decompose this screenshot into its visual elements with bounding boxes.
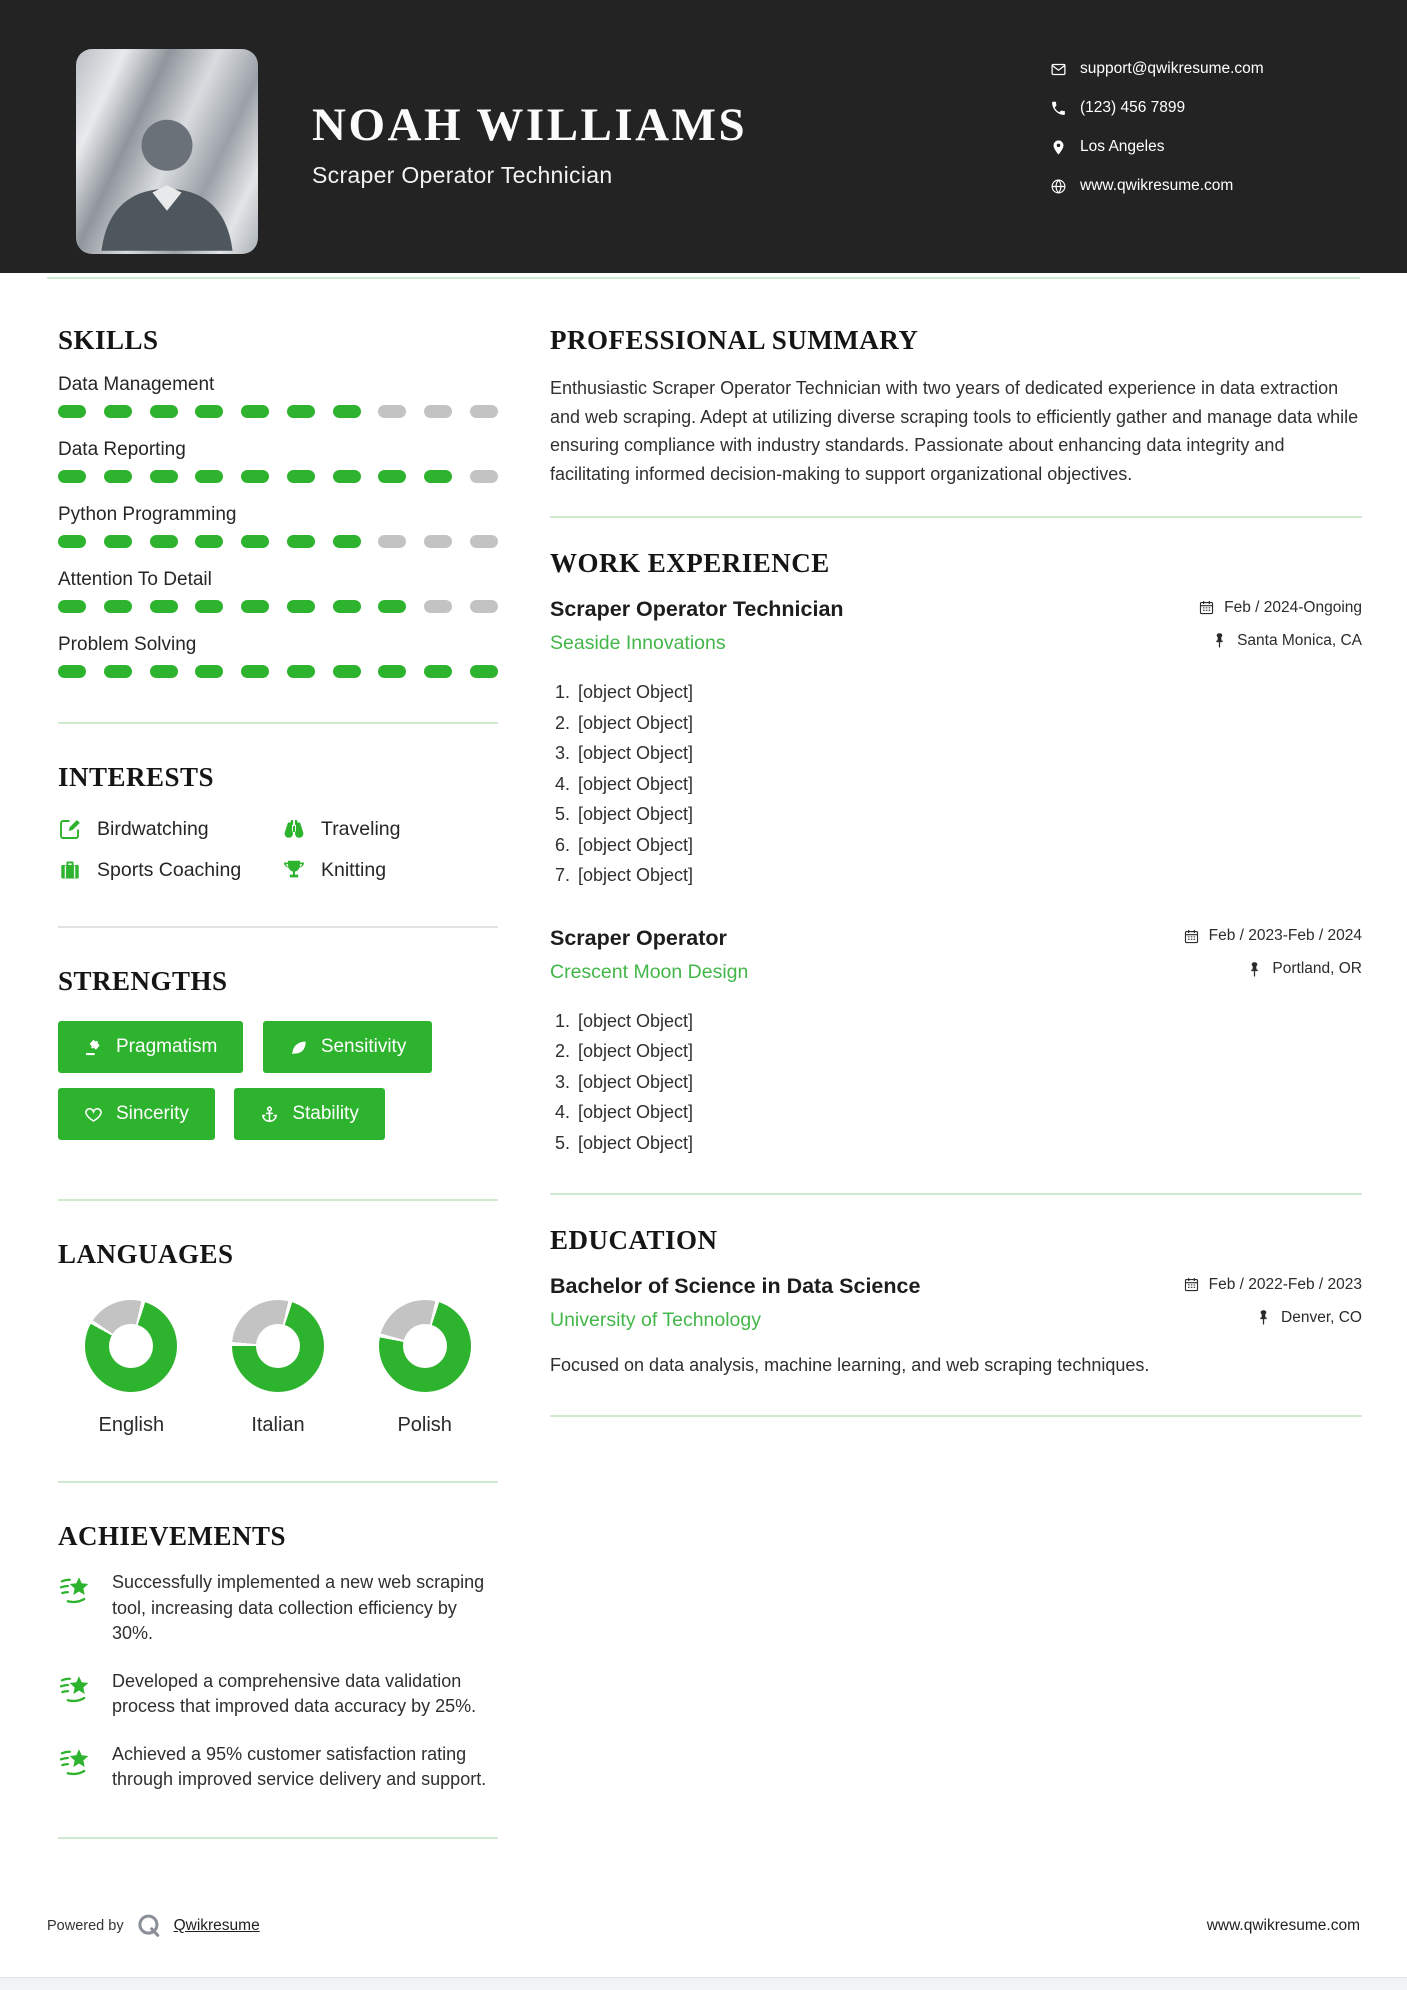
education-degree: Bachelor of Science in Data Science	[550, 1274, 921, 1298]
skill-level-segment	[150, 535, 178, 548]
strength-badge	[263, 1021, 433, 1073]
location-pin-icon	[1050, 139, 1067, 156]
achievement-item	[58, 1669, 498, 1720]
page-bottom-edge	[0, 1977, 1407, 1990]
interest-item	[58, 817, 282, 841]
skill-level-segment	[241, 535, 269, 548]
skill-level-segment	[470, 470, 498, 483]
contact-text: support@qwikresume.com	[1080, 60, 1264, 77]
language-label: English	[98, 1414, 165, 1436]
job-bullet: 2. [object Object]	[575, 710, 1362, 738]
strengths-list	[58, 1021, 498, 1155]
contact-row[interactable]	[1050, 60, 1264, 78]
skill-level-segment	[333, 535, 361, 548]
skill-level-segment	[424, 600, 452, 613]
person-name: NOAH WILLIAMS	[312, 99, 748, 151]
skill-level-segment	[378, 470, 406, 483]
strength-label: Sincerity	[116, 1103, 189, 1124]
footer-website-link[interactable]: www.qwikresume.com	[1206, 1917, 1360, 1934]
skill-level-segment	[287, 470, 315, 483]
skill-level-segment	[195, 470, 223, 483]
skill-name: Data Management	[58, 374, 215, 395]
strength-badge	[58, 1088, 215, 1140]
contact-text: (123) 456 7899	[1080, 99, 1186, 116]
skill-name: Attention To Detail	[58, 569, 212, 590]
job-bullet: 1. [object Object]	[575, 1008, 1362, 1036]
language-item	[58, 1300, 205, 1437]
skill-level-bar	[58, 600, 498, 613]
skill-level-segment	[333, 470, 361, 483]
job-location-text: Portland, OR	[1272, 960, 1362, 977]
skill-level-segment	[378, 405, 406, 418]
strength-label: Stability	[292, 1103, 359, 1124]
left-column	[58, 325, 498, 1877]
skill-level-segment	[424, 470, 452, 483]
job-bullets	[550, 1008, 1362, 1158]
section-divider	[58, 926, 498, 928]
section-divider	[550, 516, 1362, 518]
education-note: Focused on data analysis, machine learning, and web scraping techniques.	[550, 1355, 1150, 1375]
language-donut-chart	[85, 1300, 177, 1392]
skill-level-segment	[333, 405, 361, 418]
skill-level-segment	[241, 600, 269, 613]
job-bullet: 7. [object Object]	[575, 862, 1362, 890]
powered-by-label: Powered by	[47, 1918, 124, 1934]
job-entry	[550, 926, 1362, 1158]
strength-label: Sensitivity	[320, 1036, 407, 1057]
skill-level-segment	[104, 405, 132, 418]
job-bullet: 5. [object Object]	[575, 1130, 1362, 1158]
job-dates-text: Feb / 2023-Feb / 2024	[1208, 927, 1362, 944]
achievement-text: Achieved a 95% customer satisfaction rating through improved service delivery and support.	[112, 1743, 487, 1789]
skill-item	[58, 439, 498, 483]
interest-label: Traveling	[321, 817, 401, 840]
interest-label: Knitting	[321, 858, 387, 881]
donut-hole	[256, 1324, 300, 1368]
jobs-list	[550, 597, 1362, 1157]
skill-level-segment	[150, 405, 178, 418]
language-donut-chart	[232, 1300, 324, 1392]
skill-level-segment	[287, 535, 315, 548]
briefcase-icon	[58, 858, 82, 882]
skill-level-segment	[378, 665, 406, 678]
interest-item	[282, 817, 498, 841]
language-label: Polish	[397, 1414, 452, 1436]
shooting-star-icon	[58, 1744, 94, 1780]
skill-level-segment	[195, 405, 223, 418]
skill-level-segment	[287, 405, 315, 418]
education-heading: EDUCATION	[550, 1225, 718, 1255]
job-bullet: 3. [object Object]	[575, 1069, 1362, 1097]
section-divider	[58, 1837, 498, 1839]
phone-icon	[1050, 100, 1067, 117]
skill-level-segment	[287, 665, 315, 678]
skill-level-segment	[470, 665, 498, 678]
education-dates-text: Feb / 2022-Feb / 2023	[1208, 1275, 1362, 1293]
pencil-edit-icon	[58, 817, 82, 841]
achievements-list	[58, 1570, 498, 1793]
section-divider	[550, 1415, 1362, 1417]
skill-level-segment	[150, 470, 178, 483]
job-location	[1246, 960, 1362, 978]
skill-item	[58, 504, 498, 548]
achievement-item	[58, 1570, 498, 1647]
strengths-heading: STRENGTHS	[58, 966, 228, 996]
strength-badge	[234, 1088, 385, 1140]
education-location	[1255, 1309, 1362, 1327]
pushpin-icon	[1211, 632, 1228, 649]
job-entry	[550, 597, 1362, 890]
skill-name: Problem Solving	[58, 634, 197, 655]
language-item	[351, 1300, 498, 1437]
binoculars-icon	[282, 817, 306, 841]
main-content	[0, 279, 1407, 1877]
language-donut-chart	[379, 1300, 471, 1392]
contact-text: Los Angeles	[1080, 138, 1165, 155]
skill-level-bar	[58, 405, 498, 418]
education-school: University of Technology	[550, 1309, 761, 1331]
job-dates	[1183, 927, 1362, 945]
skill-level-segment	[287, 600, 315, 613]
job-bullet: 3. [object Object]	[575, 740, 1362, 768]
language-item	[205, 1300, 352, 1437]
footer	[47, 1912, 1360, 1940]
contact-row[interactable]	[1050, 99, 1264, 117]
heart-icon	[84, 1105, 103, 1124]
strength-label: Pragmatism	[116, 1036, 218, 1057]
identity-block	[312, 100, 747, 189]
skill-level-bar	[58, 470, 498, 483]
header	[0, 0, 1407, 273]
interests-list	[58, 817, 498, 882]
job-bullet: 6. [object Object]	[575, 832, 1362, 860]
education-entry	[550, 1274, 1362, 1379]
interest-label: Sports Coaching	[97, 858, 242, 881]
skill-name: Data Reporting	[58, 439, 186, 460]
shooting-star-icon	[58, 1671, 94, 1707]
person-silhouette-icon	[76, 96, 258, 254]
skill-level-segment	[195, 535, 223, 548]
shooting-star-icon	[58, 1572, 94, 1608]
anchor-icon	[260, 1105, 279, 1124]
skill-level-segment	[241, 470, 269, 483]
skill-level-segment	[470, 405, 498, 418]
summary-text: Enthusiastic Scraper Operator Technician with two years of dedicated experience in data extraction and web scraping. Adept at utilizing diverse scraping tools to efficiently gather and manage data while ensuring compliance with industry standards. Passionate about enhancing data integrity and facilitating informed decision-making to support organizational objectives.	[550, 378, 1359, 484]
contact-text: www.qwikresume.com	[1080, 177, 1234, 194]
skill-level-segment	[241, 665, 269, 678]
contact-row[interactable]	[1050, 138, 1264, 156]
interest-item	[58, 858, 282, 882]
job-dates-text: Feb / 2024-Ongoing	[1224, 598, 1362, 616]
languages-list	[58, 1300, 498, 1437]
experience-heading: WORK EXPERIENCE	[550, 548, 830, 578]
donut-hole	[109, 1324, 153, 1368]
person-job-title: Scraper Operator Technician	[312, 162, 613, 188]
skill-level-segment	[58, 470, 86, 483]
skill-level-segment	[378, 600, 406, 613]
profile-photo	[76, 49, 258, 254]
powered-by	[47, 1912, 260, 1940]
skill-level-segment	[195, 600, 223, 613]
skill-item	[58, 569, 498, 613]
calendar-icon	[1183, 1276, 1200, 1293]
skill-level-segment	[104, 470, 132, 483]
job-title: Scraper Operator	[550, 925, 727, 950]
achievement-text: Developed a comprehensive data validation process that improved data accuracy by 25%.	[112, 1670, 477, 1716]
donut-hole	[403, 1324, 447, 1368]
interest-item	[282, 858, 498, 882]
job-location	[1211, 632, 1362, 650]
section-divider	[58, 1481, 498, 1483]
qwikresume-logo-icon	[135, 1912, 163, 1940]
skill-level-segment	[104, 665, 132, 678]
interests-heading: INTERESTS	[58, 762, 215, 792]
skill-name: Python Programming	[58, 504, 237, 525]
skill-level-segment	[470, 600, 498, 613]
skill-level-segment	[150, 600, 178, 613]
achievement-text: Successfully implemented a new web scraping tool, increasing data collection efficiency by 30%.	[112, 1572, 485, 1643]
skills-list	[58, 374, 498, 678]
pushpin-icon	[1246, 961, 1263, 978]
achievement-item	[58, 1742, 498, 1793]
skill-level-segment	[333, 600, 361, 613]
education-location-text: Denver, CO	[1281, 1308, 1362, 1326]
skill-level-segment	[424, 665, 452, 678]
skills-heading: SKILLS	[58, 325, 159, 355]
skill-level-segment	[195, 665, 223, 678]
skill-level-bar	[58, 535, 498, 548]
contact-list	[1050, 60, 1264, 216]
skill-level-segment	[104, 535, 132, 548]
right-column	[550, 325, 1362, 1447]
skill-level-segment	[58, 600, 86, 613]
skill-level-segment	[378, 535, 406, 548]
skill-item	[58, 634, 498, 678]
skill-level-segment	[333, 665, 361, 678]
skill-level-segment	[150, 665, 178, 678]
section-divider	[58, 1199, 498, 1201]
contact-row[interactable]	[1050, 177, 1264, 195]
education-dates	[1183, 1276, 1362, 1294]
leaf-icon	[289, 1038, 308, 1057]
brand-link[interactable]: Qwikresume	[173, 1917, 260, 1934]
job-title: Scraper Operator Technician	[550, 597, 844, 621]
globe-icon	[1050, 178, 1067, 195]
calendar-icon	[1198, 599, 1215, 616]
interest-label: Birdwatching	[97, 817, 209, 840]
skill-level-bar	[58, 665, 498, 678]
section-divider	[550, 1193, 1362, 1195]
skill-level-segment	[470, 535, 498, 548]
languages-heading: LANGUAGES	[58, 1239, 234, 1269]
job-bullet: 4. [object Object]	[575, 771, 1362, 799]
skill-item	[58, 374, 498, 418]
skill-level-segment	[104, 600, 132, 613]
section-divider	[58, 722, 498, 724]
calendar-icon	[1183, 928, 1200, 945]
skill-level-segment	[58, 535, 86, 548]
summary-heading: PROFESSIONAL SUMMARY	[550, 325, 919, 355]
trophy-icon	[282, 858, 306, 882]
strength-badge	[58, 1021, 243, 1073]
pushpin-icon	[1255, 1309, 1272, 1326]
job-dates	[1198, 599, 1362, 617]
job-bullet: 1. [object Object]	[575, 679, 1362, 707]
skill-level-segment	[424, 405, 452, 418]
skill-level-segment	[424, 535, 452, 548]
gavel-icon	[84, 1038, 103, 1057]
skill-level-segment	[241, 405, 269, 418]
job-bullet: 4. [object Object]	[575, 1099, 1362, 1127]
achievements-heading: ACHIEVEMENTS	[58, 1521, 287, 1551]
job-location-text: Santa Monica, CA	[1237, 631, 1362, 649]
skill-level-segment	[58, 665, 86, 678]
skill-level-segment	[58, 405, 86, 418]
job-company: Crescent Moon Design	[550, 960, 749, 983]
envelope-icon	[1050, 61, 1067, 78]
job-bullets	[550, 679, 1362, 890]
job-company: Seaside Innovations	[550, 632, 726, 654]
language-label: Italian	[251, 1414, 305, 1436]
job-bullet: 2. [object Object]	[575, 1038, 1362, 1066]
job-bullet: 5. [object Object]	[575, 801, 1362, 829]
